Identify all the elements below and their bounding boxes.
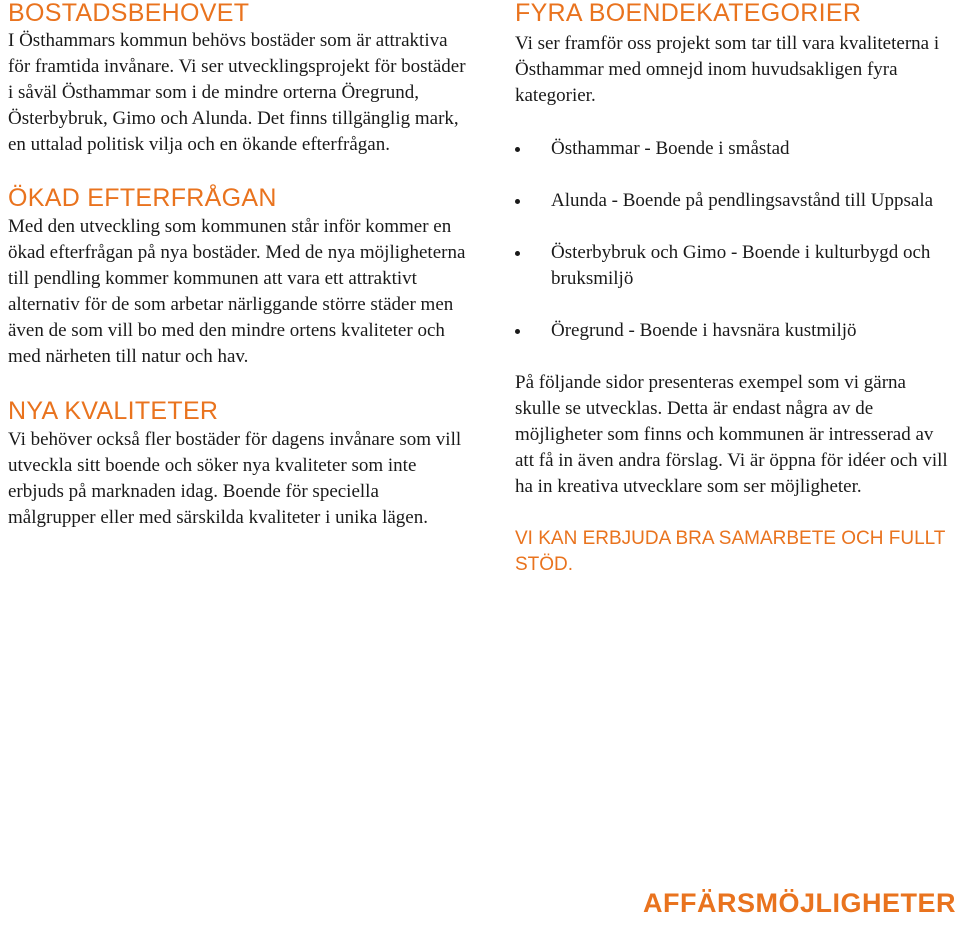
paragraph-nya-kvaliteter: Vi behöver också fler bostäder för dagens invånare som vill utveckla sitt boende och söker nya kvaliteter som inte erbjuds på marknaden idag. Boende för speciella målgrupper eller med särskilda kvaliteter i unika lägen. <box>8 429 462 528</box>
heading-okad-efterfragan: ÖKAD EFTERFRÅGAN <box>8 184 277 212</box>
list-item-text: Alunda - Boende på pendlingsavstånd till Uppsala <box>551 190 934 211</box>
bullet-icon <box>515 329 520 334</box>
paragraph-okad-efterfragan: Med den utveckling som kommunen står inför kommer en ökad efterfrågan på nya bostäder. Med de nya möjligheterna till pendling kommer kommunen att vara ett attraktivt alternativ för de som arbetar närliggande större städer men även de som vill bo med den mindre ortens kvaliteter och med närheten till natur och hav. <box>8 216 466 367</box>
category-list <box>515 136 955 344</box>
bullet-icon <box>515 251 520 256</box>
section-title: AFFÄRSMÖJLIGHETER <box>642 888 956 918</box>
right-column <box>515 0 955 597</box>
list-item <box>515 240 955 292</box>
paragraph-presentation: På följande sidor presenteras exempel som vi gärna skulle se utvecklas. Detta är endast några av de möjligheter som finns och kommunen är intresserad av att få in även andra förslag. Vi är öppna för idéer och vill ha in kreativa utvecklare som ser möjligheter. <box>515 372 948 497</box>
paragraph-bostadsbehovet: I Östhammars kommun behövs bostäder som är attraktiva för framtida invånare. Vi ser utvecklingsprojekt för bostäder i såväl Östhammar som i de mindre orterna Öregrund, Österbybruk, Gimo och Alunda. Det finns tillgänglig mark, en uttalad politisk vilja och en ökande efterfrågan. <box>8 30 466 155</box>
list-item <box>515 136 955 162</box>
call-to-action: VI KAN ERBJUDA BRA SAMARBETE OCH FULLT STÖD. <box>515 528 946 575</box>
list-item-text: Öregrund - Boende i havsnära kustmiljö <box>551 320 857 341</box>
bullet-icon <box>515 147 520 152</box>
left-column <box>8 0 470 531</box>
bullet-icon <box>515 199 520 204</box>
list-item-text: Östhammar - Boende i småstad <box>551 138 790 159</box>
paragraph-fyra-boendekategorier: Vi ser framför oss projekt som tar till vara kvaliteterna i Östhammar med omnejd inom huvudsakligen fyra kategorier. <box>515 33 940 106</box>
heading-bostadsbehovet: BOSTADSBEHOVET <box>8 0 250 27</box>
heading-nya-kvaliteter: NYA KVALITETER <box>8 397 219 425</box>
list-item-text: Österbybruk och Gimo - Boende i kulturbygd och bruksmiljö <box>551 242 931 289</box>
heading-fyra-boendekategorier: FYRA BOENDEKATEGORIER <box>515 0 862 27</box>
list-item <box>515 318 955 344</box>
list-item <box>515 188 955 214</box>
